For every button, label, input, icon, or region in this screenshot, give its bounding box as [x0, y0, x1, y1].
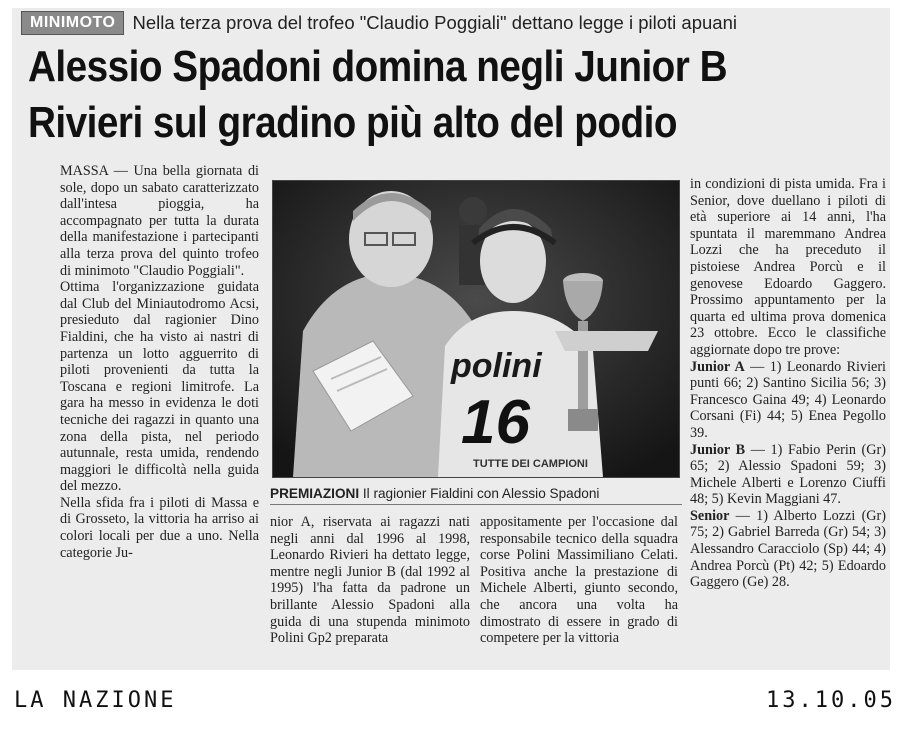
column-3 [480, 514, 678, 647]
caption-text: Il ragionier Fialdini con Alessio Spadoni [359, 486, 600, 501]
results-text: — 1) Leonardo Rivieri punti 66; 2) Santino Sicilia 56; 3) Francesco Gaina 49; 4) Leonardo Corsani (Fi) 44; 5) Enea Pegollo 39. [690, 358, 886, 441]
photo-illustration [273, 181, 679, 477]
results-label: Junior B [690, 441, 746, 458]
results-label: Senior [690, 507, 730, 524]
results-label: Junior A [690, 358, 745, 375]
results-junior-b [690, 442, 886, 508]
column-1 [60, 163, 259, 561]
caption-lead: PREMIAZIONI [270, 486, 360, 501]
paragraph: Nella sfida fra i piloti di Massa e di Grosseto, la vittoria ha arriso ai colori locali per due a uno. Nella categorie Ju- [60, 494, 259, 561]
paragraph: nior A, riservata ai ragazzi nati negli anni dal 1996 al 1998, Leonardo Rivieri ha dettato legge, mentre negli Junior B (dal 1992 al 1995) l'ha fatta da padrone un brillante Alessio Spadoni alla guida di una stupenda minimoto Polini Gp2 preparata [270, 514, 470, 647]
column-4 [690, 176, 886, 591]
caption-divider [270, 504, 682, 505]
paragraph: appositamente per l'occasione dal responsabile tecnico della squadra corse Polini Massimiliano Celati. Positiva anche la prestazione di Michele Alberti, giunto secondo, che ancora una volta ha dimostrato di essere in grado di competere per la vittoria [480, 514, 678, 647]
column-2 [270, 514, 470, 647]
jersey-brand-text: polini [451, 347, 542, 385]
section-tag: MINIMOTO [21, 11, 124, 35]
kicker [21, 12, 737, 34]
results-junior-a [690, 359, 886, 442]
paragraph: MASSA — Una bella giornata di sole, dopo un sabato caratterizzato dall'intesa pioggia, ha accompagnato per tutta la durata della manifestazione i partecipanti alla terza prova del quinto trofeo di minimoto "Claudio Poggiali". [60, 163, 259, 279]
jersey-strip-text: TUTTE DEI CAMPIONI [473, 458, 588, 470]
subhead: Nella terza prova del trofeo "Claudio Poggiali" dettano legge i piloti apuani [132, 12, 737, 33]
results-text: — 1) Alberto Lozzi (Gr) 75; 2) Gabriel Barreda (Gr) 54; 3) Alessandro Caracciolo (Sp) 44; 4) Andrea Porcù (Pt) 42; 5) Edoardo Gaggero (Ge) 28. [690, 507, 886, 591]
paragraph: in condizioni di pista umida. Fra i Senior, dove duellano i piloti di età superiore ai 14 anni, l'ha spuntata il maremmano Andrea Lozzi che ha preceduto il pistoiese Andrea Porcù e il genovese Edoardo Gaggero. Prossimo appuntamento per la quarta ed ultima prova domenica 23 ottobre. Ecco le classifiche aggiornate dopo tre prove: [690, 176, 886, 358]
paragraph: Ottima l'organizzazione guidata dal Club del Miniautodromo Acsi, presieduto dal ragionier Dino Fialdini, che ha visto ai nastri di partenza un lotto agguerrito di piloti provenienti da tutta la Toscana e regioni limitrofe. La gara ha messo in evidenza le doti tecniche dei ragazzi in quanto una zona della pista, nel periodo autunnale, resta umida, rendendo maggiori le difficoltà nella guida del mezzo. [60, 279, 259, 495]
publication-date: 13.10.05 [766, 688, 896, 713]
newspaper-name: LA NAZIONE [14, 688, 177, 713]
headline-line-1: Alessio Spadoni domina negli Junior B [28, 42, 728, 91]
results-text: — 1) Fabio Perin (Gr) 65; 2) Alessio Spadoni 59; 3) Michele Alberti e Lorenzo Ciuffi 48; 5) Kevin Maggiani 47. [690, 441, 886, 508]
award-photo [272, 180, 680, 478]
jersey-number-text: 16 [461, 388, 530, 457]
photo-caption [270, 486, 682, 501]
results-senior [690, 508, 886, 591]
headline-line-2: Rivieri sul gradino più alto del podio [28, 98, 677, 147]
